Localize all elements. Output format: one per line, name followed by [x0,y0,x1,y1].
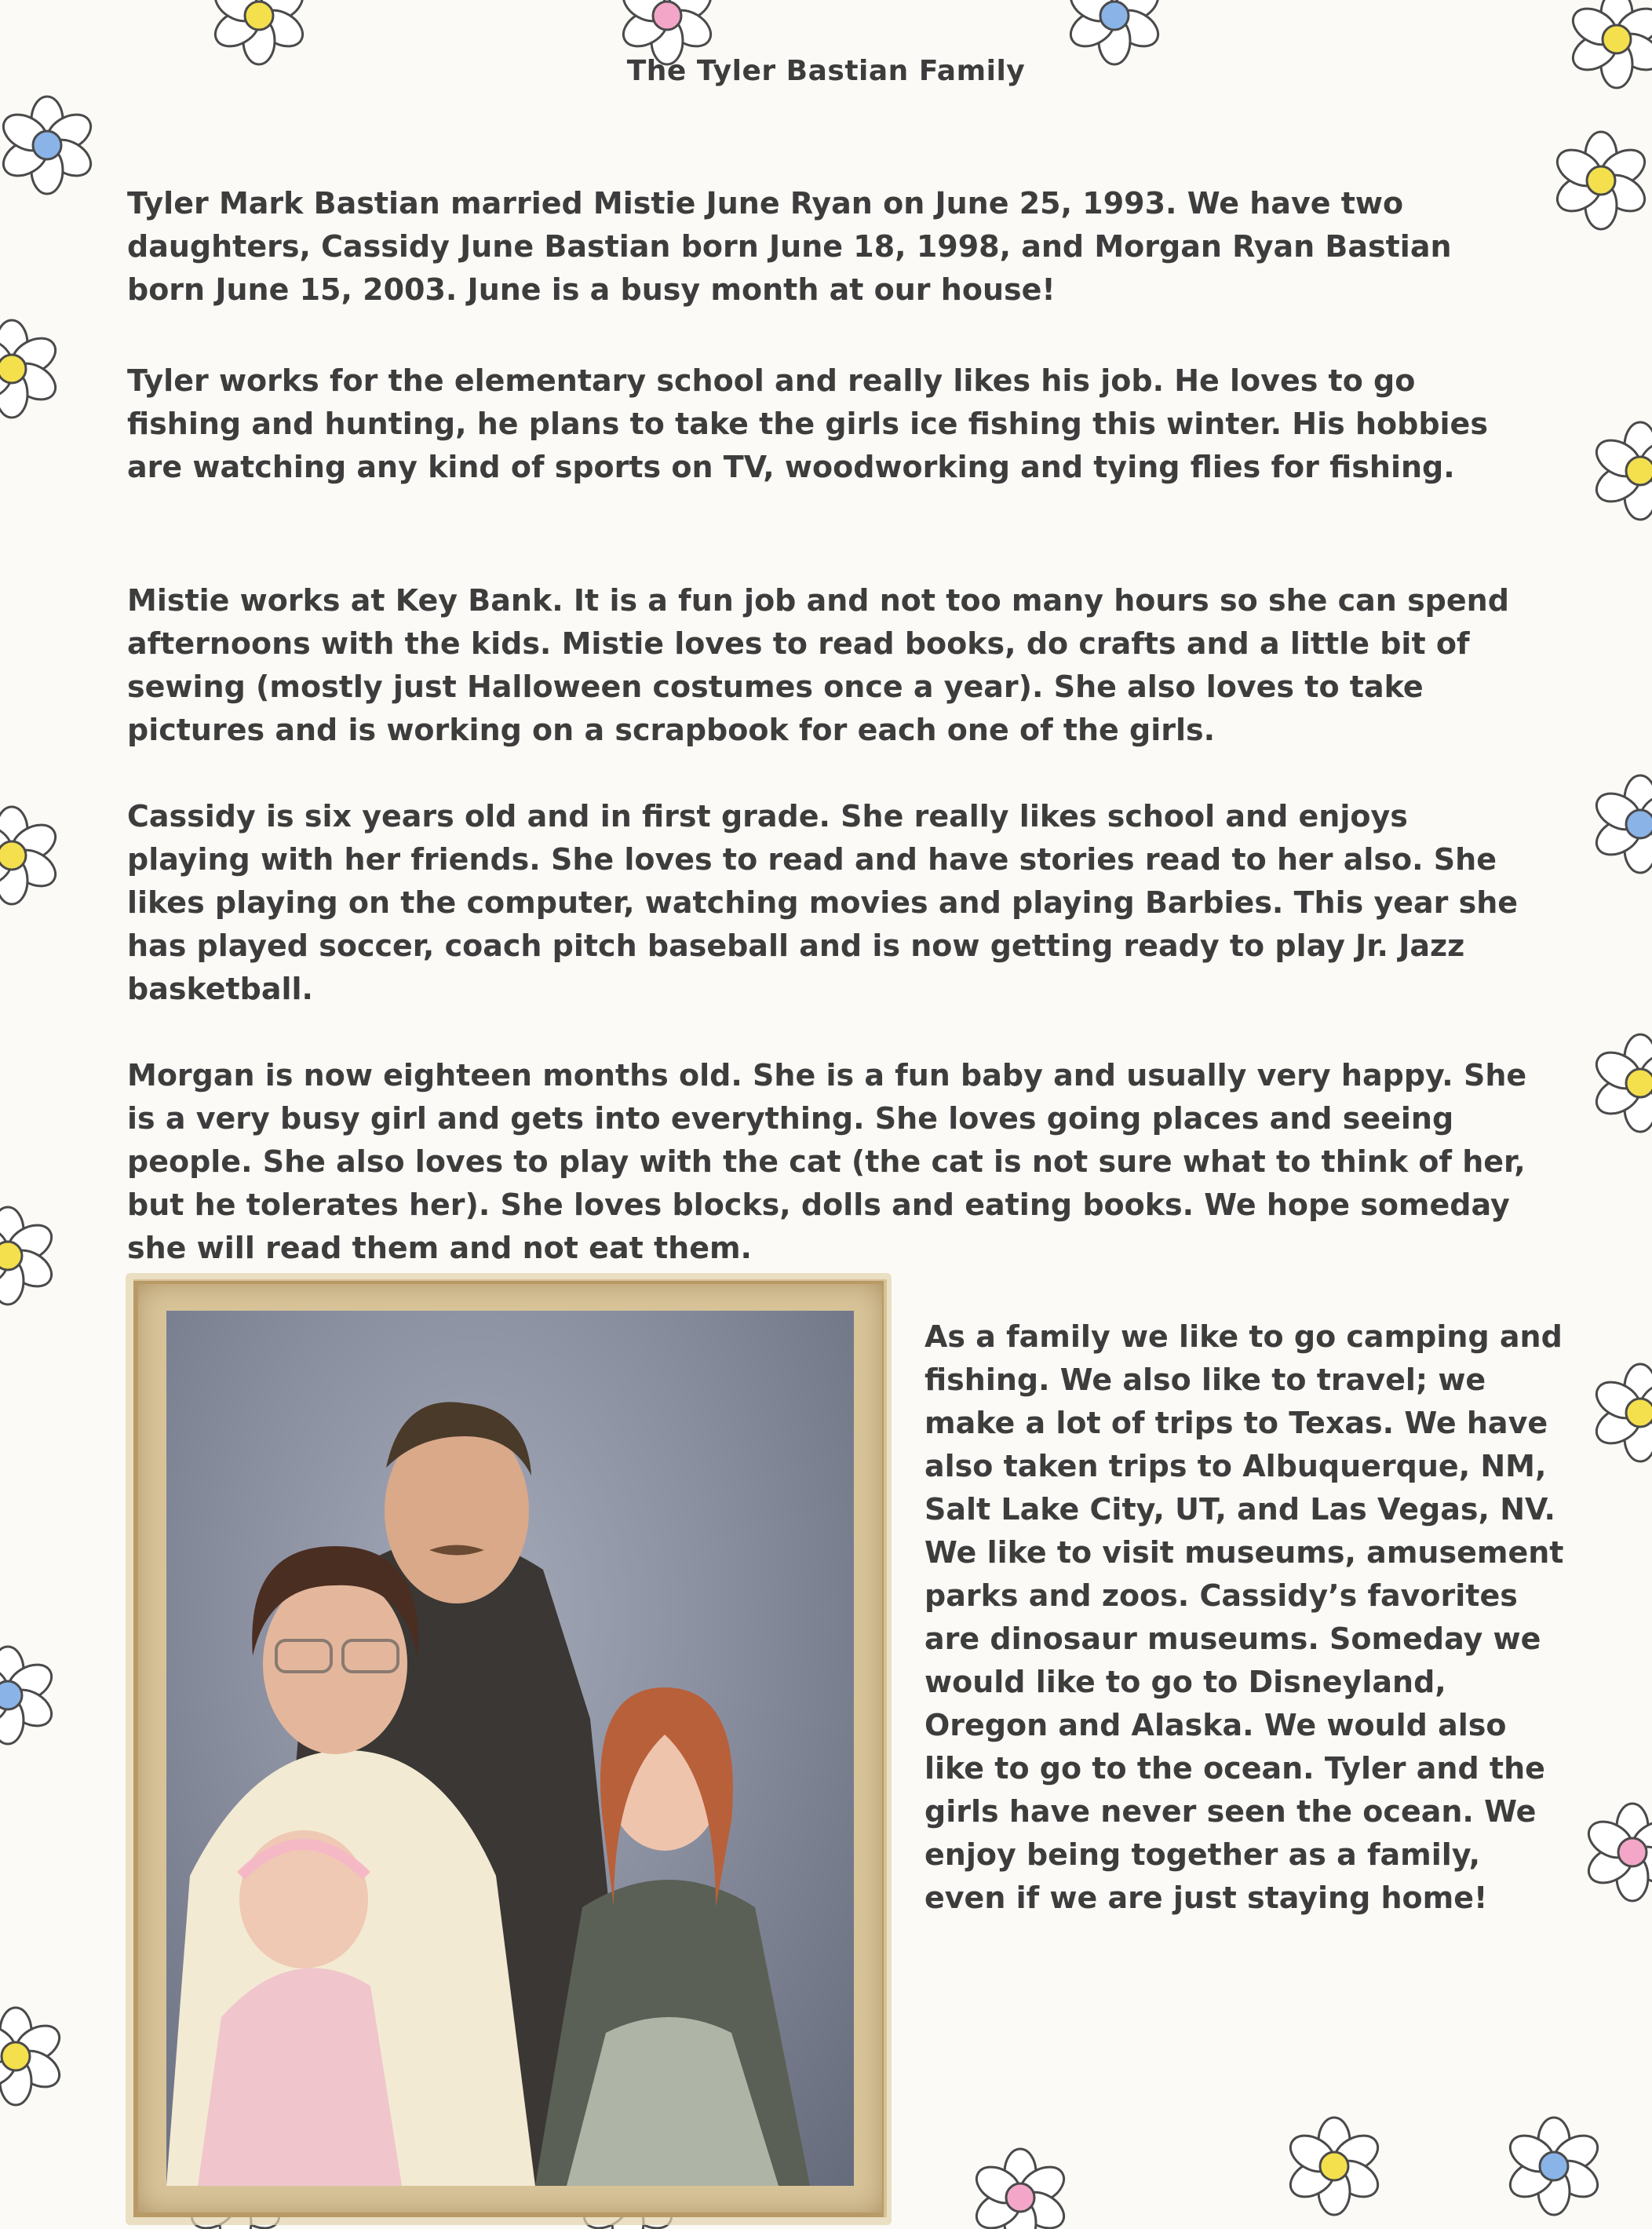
paragraph-tyler: Tyler works for the elementary school and really likes his job. He loves to go fishing and hunting, he plans to take the girls ice fishing this winter. His hobbies are watching any kind of sports on TV, woodworking and tying flies for fishing. [127,363,1488,484]
daisy-flower-icon [1590,422,1652,520]
page-title: The Tyler Bastian Family [626,55,1026,87]
daisy-flower-icon [0,97,97,194]
daisy-flower-icon [0,320,62,418]
paragraph-marriage: Tyler Mark Bastian married Mistie June Ryan on June 25, 1993. We have two daughters, Cassidy June Bastian born June 18, 1998, and Morgan Ryan Bastian born June 15, 2003. June is a busy month at our house! [127,186,1452,307]
daisy-flower-icon [1284,2118,1384,2215]
daisy-flower-icon [1504,2118,1603,2215]
photo-frame [133,1279,887,2217]
family-portrait-photo [166,1311,854,2186]
daisy-flower-icon [0,807,62,904]
family-activities-text: As a family we like to go camping and fishing. We also like to travel; we make a lot of trips to Texas. We have also taken trips to Albuquerque, NM, Salt Lake City, UT, and Las Vegas, NV. We like to visit museums, amusement parks and zoos. Cassidy’s favorites are dinosaur museums. Someday we would like to go to Disneyland, Oregon and Alaska. We would also like to go to the ocean. Tyler and the girls have never seen the ocean. We enjoy being together as a family, even if we are just staying home! [924,1319,1564,1915]
paragraph-morgan: Morgan is now eighteen months old. She is a fun baby and usually very happy. She is a very busy girl and gets into everything. She loves going places and seeing people. She also loves to play with the cat (the cat is not sure what to think of her, but he tolerates her). She loves blocks, dolls and eating books. We hope someday she will read them and not eat them. [127,1058,1527,1265]
daisy-flower-icon [1590,1034,1652,1132]
daisy-flower-icon [1590,775,1652,873]
paragraph-mistie: Mistie works at Key Bank. It is a fun job and not too many hours so she can spend afternoons with the kids. Mistie loves to read books, do crafts and a little bit of sewing (mostly just Halloween costumes once a year). She also loves to take pictures and is working on a scrapbook for each one of the girls. [127,583,1509,747]
daisy-flower-icon [1582,1804,1652,1901]
daisy-flower-icon [1551,132,1650,229]
daisy-flower-icon [970,2149,1070,2229]
daisy-flower-icon [0,2008,66,2105]
daisy-flower-icon [0,1207,58,1304]
paragraph-cassidy: Cassidy is six years old and in first grade. She really likes school and enjoys playing with her friends. She loves to read and have stories read to her also. She likes playing on the computer, watching movies and playing Barbies. This year she has played soccer, coach pitch baseball and is now getting ready to play Jr. Jazz basketball. [127,799,1519,1006]
daisy-flower-icon [1590,1364,1652,1461]
daisy-flower-icon [0,1647,58,1744]
